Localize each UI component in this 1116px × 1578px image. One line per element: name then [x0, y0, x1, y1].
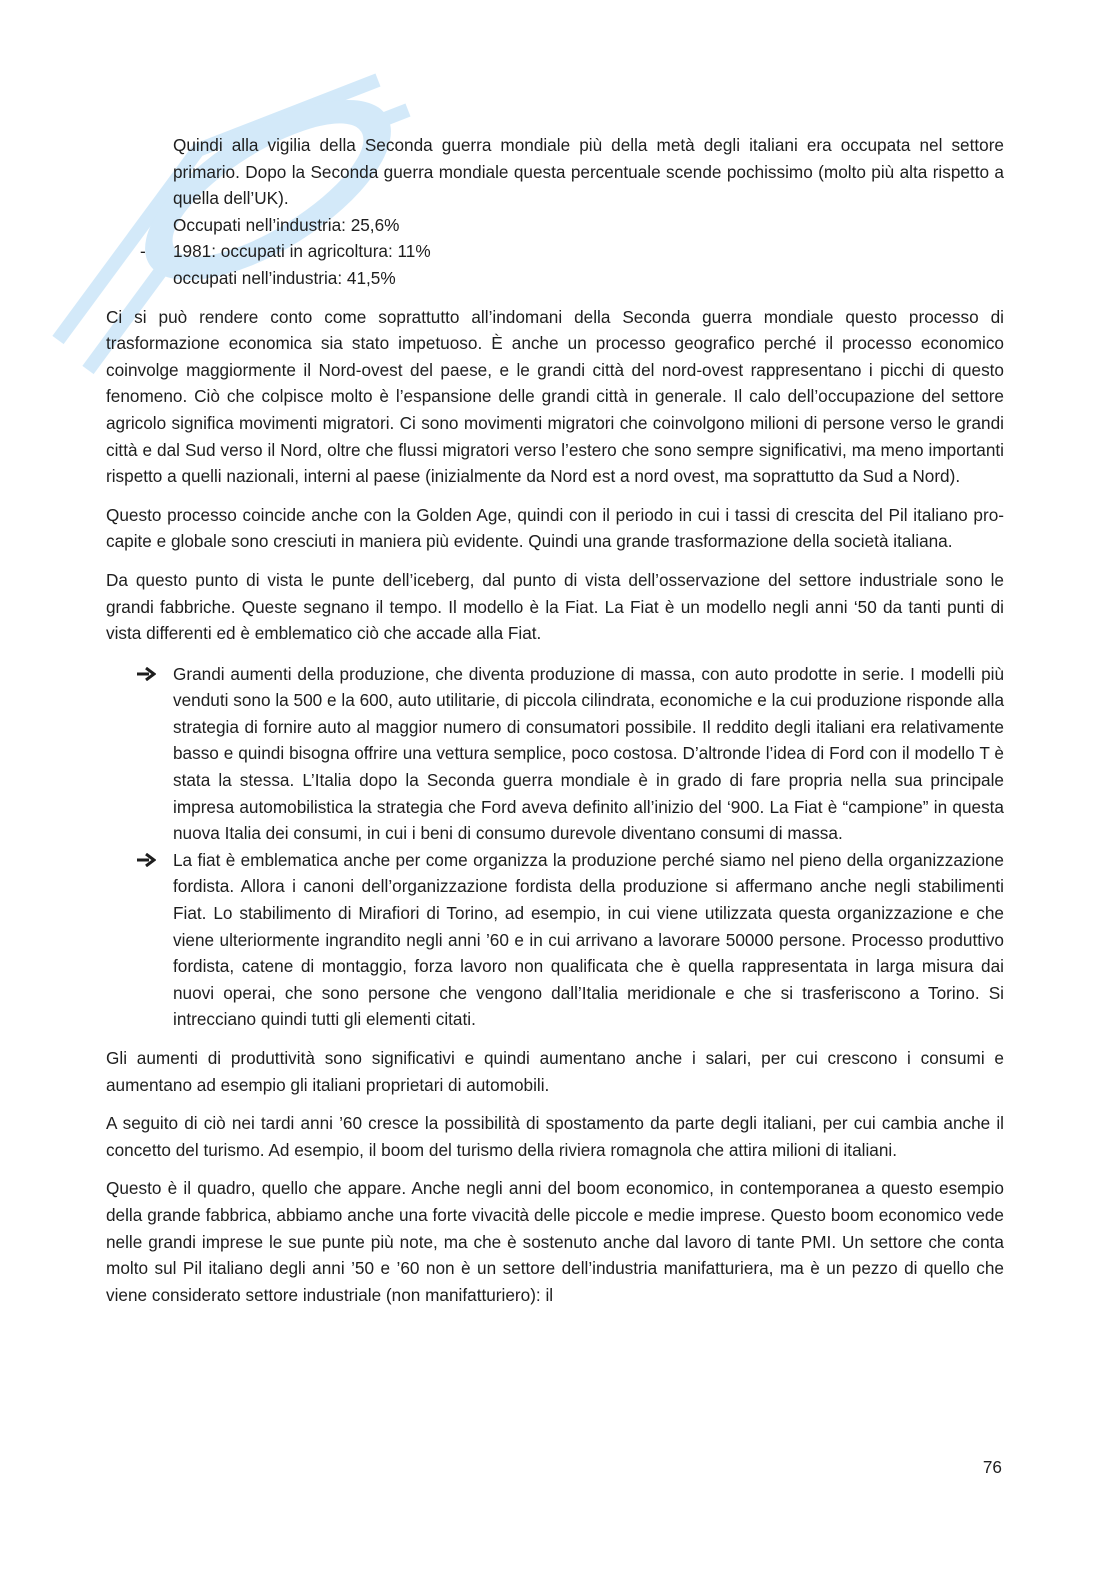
page-number: 76	[982, 1457, 1002, 1477]
paragraph-sme: Questo è il quadro, quello che appare. Anche negli anni del boom economico, in contemporanea a questo esempio della grande fabbrica, abbiamo anche una forte vivacità delle piccole e medie imprese. Questo boom economico vede nelle grandi imprese le sue punte più note, ma che è sostenuto anche dal lavoro di tante PMI. Un settore che conta molto sul Pil italiano degli anni ’50 e ’60 non è un settore dell’industria manifatturiera, ma è un pezzo di quello che viene considerato settore industriale (non manifatturiero): il	[106, 1178, 1004, 1305]
arrow-bullet-list	[106, 661, 1004, 1033]
industry-1981-line: occupati nell’industria: 41,5%	[173, 267, 396, 288]
paragraph-golden-age: Questo processo coincide anche con la Golden Age, quindi con il periodo in cui i tassi di crescita del Pil italiano pro-capite e globale sono cresciuti in maniera più evidente. Quindi una grande trasformazione della società italiana.	[106, 504, 1004, 552]
arrow-right-icon	[136, 667, 156, 681]
list-item	[106, 661, 1004, 847]
paragraph-tourism: A seguito di ciò nei tardi anni ’60 cresce la possibilità di spostamento da parte degli italiani, per cui cambia anche il concetto del turismo. Ad esempio, il boom del turismo della riviera romagnola che attira milioni di italiani.	[106, 1113, 1004, 1160]
list-item-1981	[106, 238, 1004, 291]
paragraph-productivity: Gli aumenti di produttività sono significativi e quindi aumentano anche i salari, per cui crescono i consumi e aumentano ad esempio gli italiani proprietari di automobili.	[106, 1048, 1004, 1095]
industry-share-line: Occupati nell’industria: 25,6%	[173, 214, 400, 235]
bullet-text-mass-production: Grandi aumenti della produzione, che diventa produzione di massa, con auto prodotte in serie. I modelli più venduti sono la 500 e la 600, auto utilitarie, di piccola cilindrata, economiche e la cui produzione risponde alla strategia di fornire auto al maggior numero di consumatori possibile. Il reddito degli italiani era relativamente basso e quindi bisogna offrire una vettura semplice, poco costosa. D’altronde l’idea di Ford con il modello T è stata la stessa. L’Italia dopo la Seconda guerra mondiale è in grado di fare propria nella sua principale impresa automobilistica la strategia che Ford aveva definito all’inizio del ‘900. La Fiat è “campione” in questa nuova Italia dei consumi, in cui i beni di consumo durevole diventano consumi di massa.	[173, 663, 1004, 844]
list-item	[106, 847, 1004, 1033]
bullet-text-fordism: La fiat è emblematica anche per come organizza la produzione perché siamo nel pieno della organizzazione fordista. Allora i canoni dell’organizzazione fordista della produzione si affermano anche negli stabilimenti Fiat. Lo stabilimento di Mirafiori di Torino, ad esempio, in cui viene utilizzata questa organizzazione e che viene ulteriormente ingrandito negli anni ’60 e in cui arrivano a lavorare 50000 persone. Processo produttivo fordista, catene di montaggio, forza lavoro non qualificata che è quella rappresentata in larga misura dai nuovi operai, che sono persone che vengono dall’Italia meridionale e che si trasferiscono a Torino. Si intrecciano quindi tutti gli elementi citati.	[173, 849, 1004, 1030]
document-body	[106, 132, 1004, 1308]
dash-marker: -	[140, 241, 146, 262]
paragraph-migration: Ci si può rendere conto come soprattutto all’indomani della Seconda guerra mondiale questo processo di trasformazione economica sia stato impetuoso. È anche un processo geografico perché il processo economico coinvolge maggiormente il Nord-ovest del paese, e le grandi città del nord-ovest rappresentano i picchi di questo fenomeno. Ciò che colpisce molto è l’espansione delle grandi città in generale. Il calo dell’occupazione del settore agricolo significa movimenti migratori. Ci sono movimenti migratori che coinvolgono milioni di persone verso le grandi città e dal Sud verso il Nord, oltre che flussi migratori verso l’estero che sono sempre significativi, ma meno importanti rispetto a quelli nazionali, interni al paese (inizialmente da Nord est a nord ovest, ma soprattutto da Sud a Nord).	[106, 306, 1004, 487]
intro-paragraph: Quindi alla vigilia della Seconda guerra mondiale più della metà degli italiani era occupata nel settore primario. Dopo la Seconda guerra mondiale questa percentuale scende pochissimo (molto più alta rispetto a quella dell’UK).	[173, 135, 1004, 209]
arrow-right-icon	[136, 853, 156, 867]
agriculture-1981-line: 1981: occupati in agricoltura: 11%	[173, 241, 431, 262]
paragraph-fiat-model: Da questo punto di vista le punte dell’iceberg, dal punto di vista dell’osservazione del settore industriale sono le grandi fabbriche. Queste segnano il tempo. Il modello è la Fiat. La Fiat è un modello negli anni ‘50 da tanti punti di vista differenti ed è emblematico ciò che accade alla Fiat.	[106, 569, 1004, 644]
